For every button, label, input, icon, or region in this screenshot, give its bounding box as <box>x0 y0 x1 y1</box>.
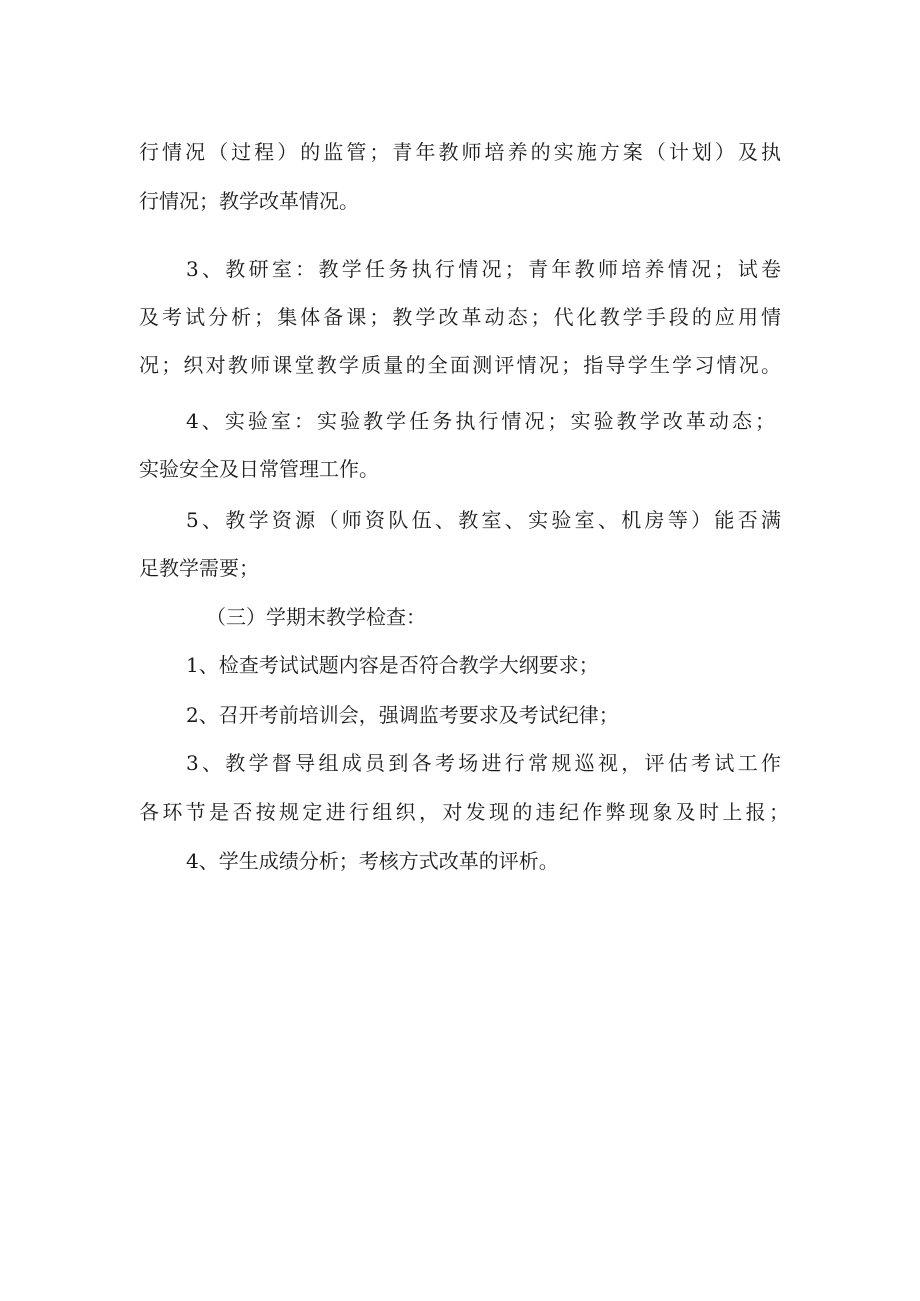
text-line: 1、检查考试试题内容是否符合教学大纲要求； <box>186 653 599 677</box>
text-line: 4、实验室：实验教学任务执行情况；实验教学改革动态； <box>186 409 775 433</box>
text-line: 各环节是否按规定进行组织，对发现的违纪作弊现象及时上报； <box>139 800 789 824</box>
text-line: 及考试分析；集体备课；教学改革动态；代化教学手段的应用情 <box>139 305 781 329</box>
text-line: 2、召开考前培训会，强调监考要求及考试纪律； <box>186 703 619 727</box>
text-line: 行情况；教学改革情况。 <box>139 189 359 213</box>
text-line: 足教学需要； <box>139 556 259 580</box>
text-line: 3、教学督导组成员到各考场进行常规巡视，评估考试工作 <box>186 751 781 775</box>
text-line: 4、学生成绩分析；考核方式改革的评析。 <box>186 849 559 873</box>
text-line: 3、教研室：教学任务执行情况；青年教师培养情况；试卷 <box>186 257 781 281</box>
text-line: 况；织对教师课堂教学质量的全面测评情况；指导学生学习情况。 <box>139 353 781 377</box>
text-line: 实验安全及日常管理工作。 <box>139 457 379 481</box>
text-line: 行情况（过程）的监管；青年教师培养的实施方案（计划）及执 <box>139 140 781 164</box>
text-line: 5、教学资源（师资队伍、教室、实验室、机房等）能否满 <box>186 508 781 532</box>
section-heading: （三）学期末教学检查： <box>206 605 426 629</box>
